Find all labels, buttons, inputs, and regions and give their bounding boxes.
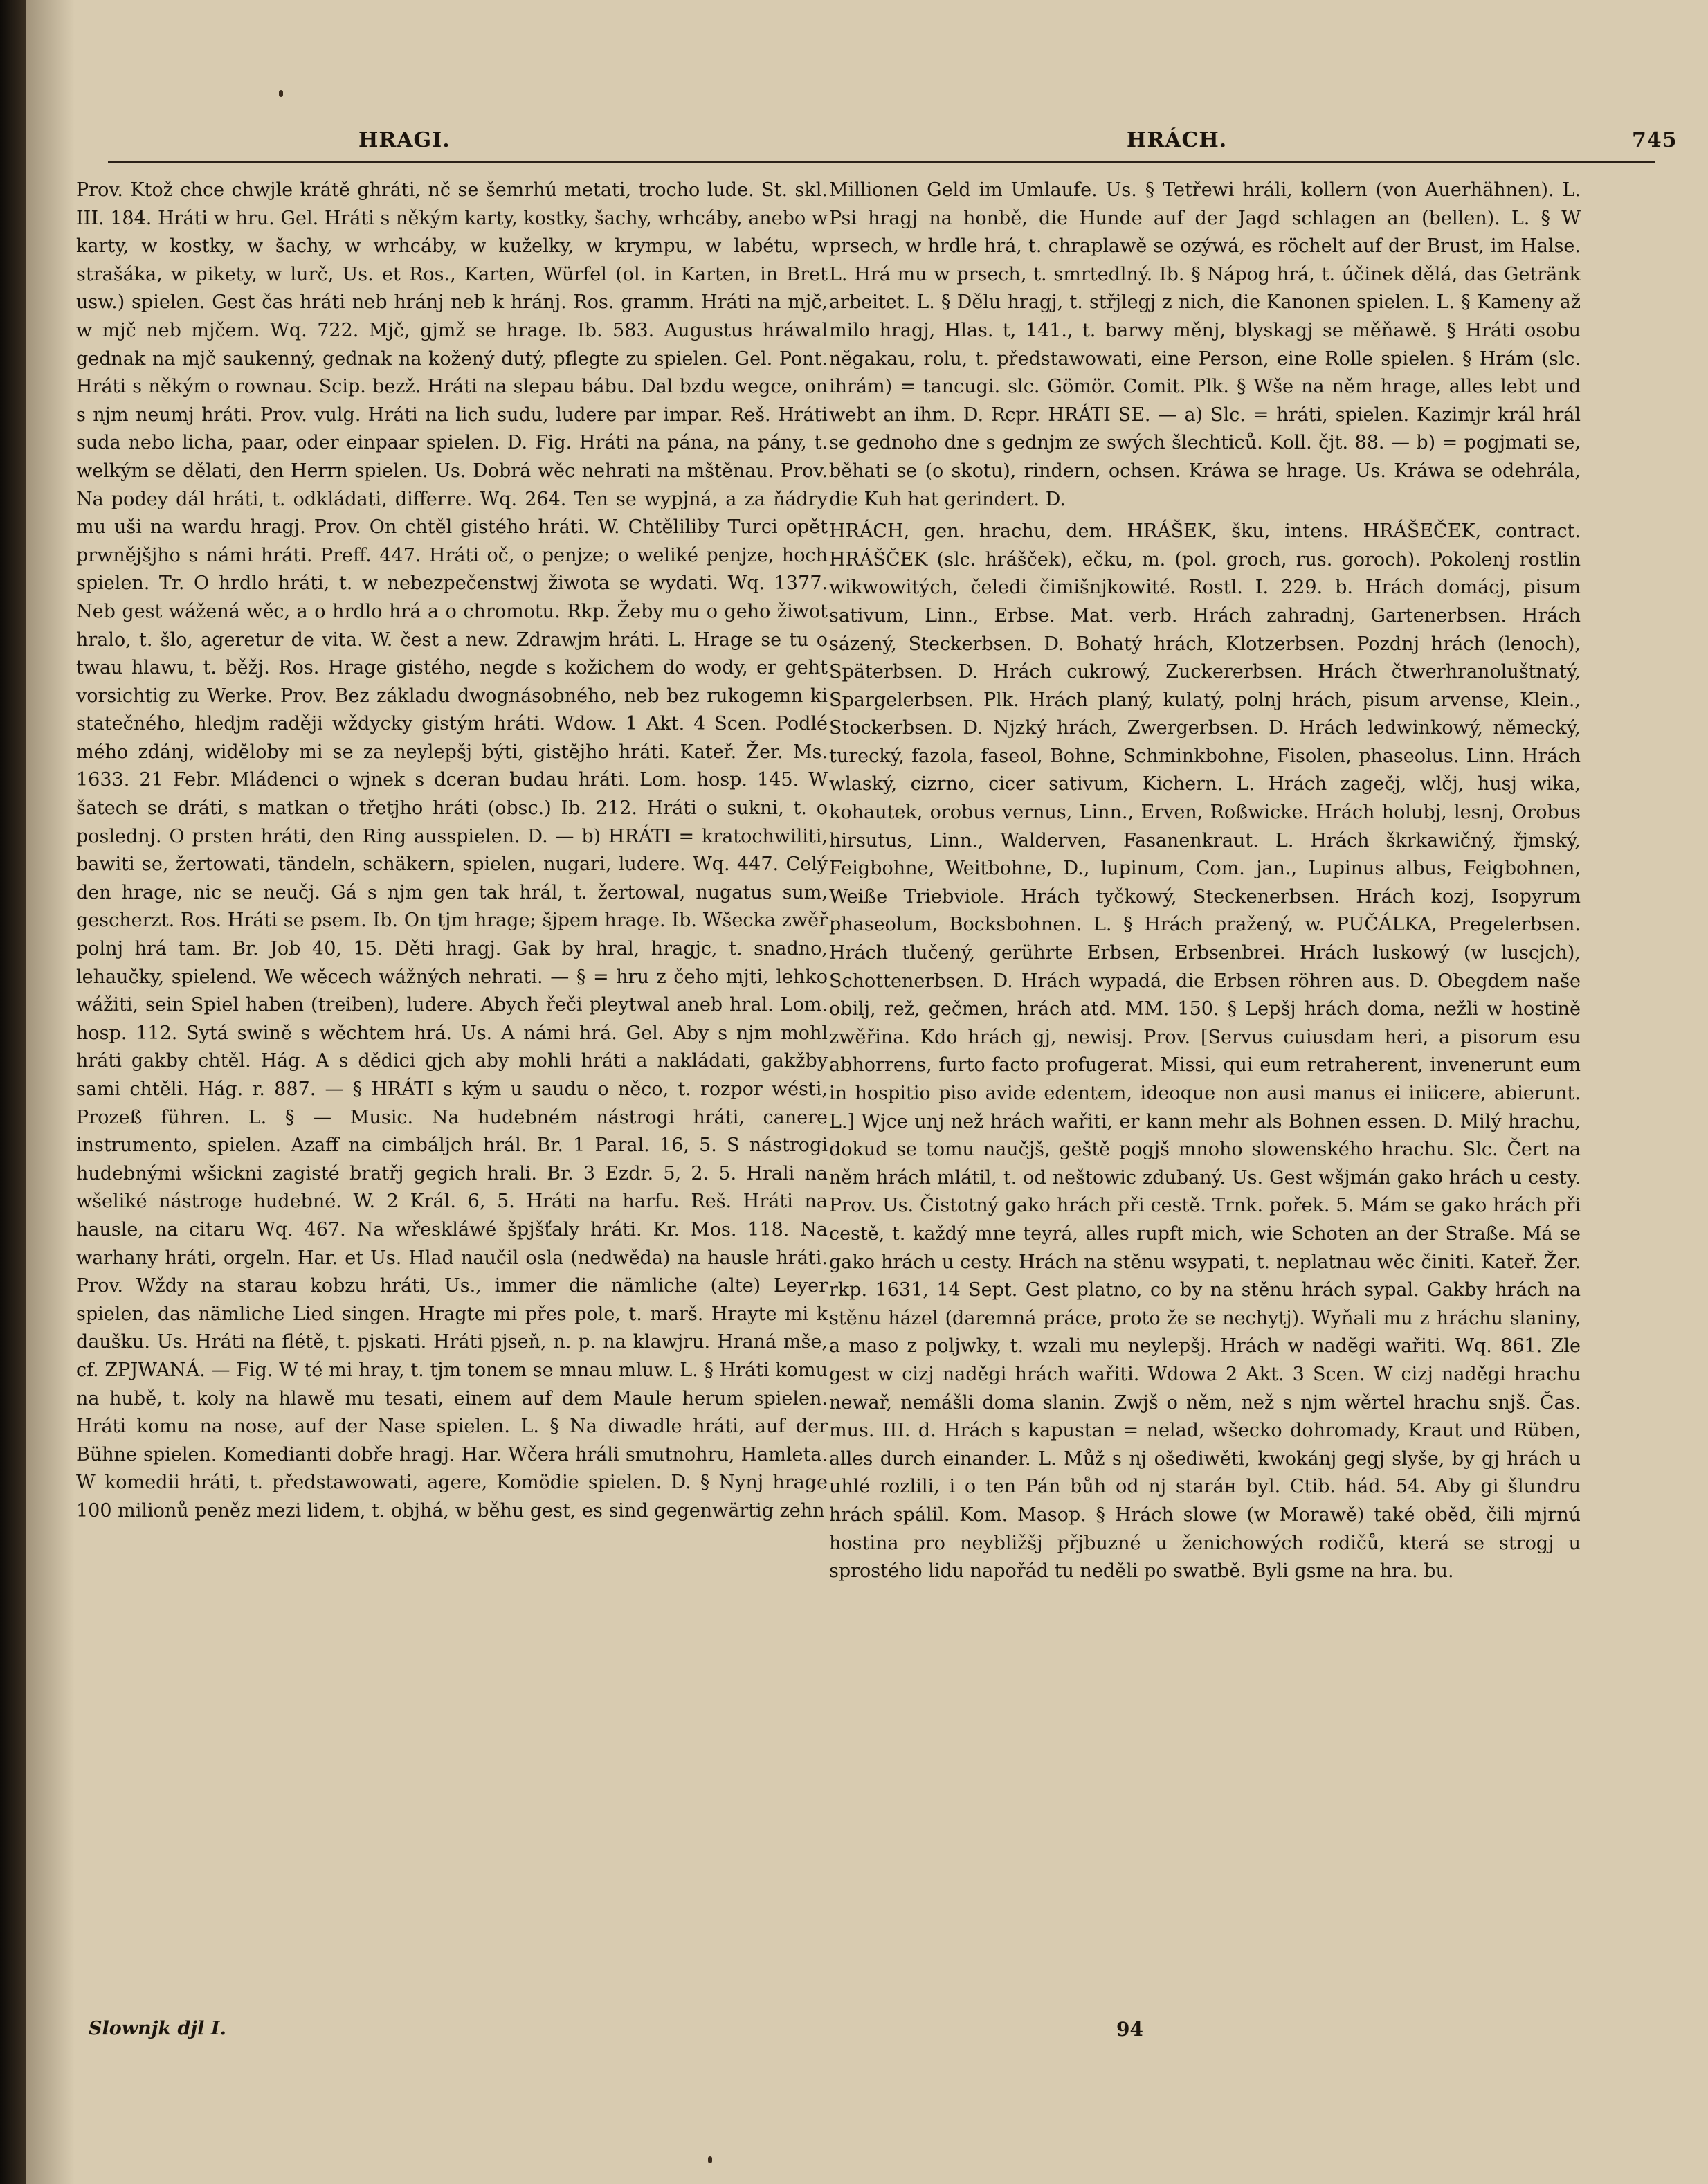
header-rule: [108, 161, 1655, 163]
running-header: [26, 128, 1708, 170]
book-binding-shadow: [0, 0, 26, 2184]
right-column-paragraph-2: HRÁCH, gen. hrachu, dem. HRÁŠEK, šku, intens. HRÁŠEČEK, contract. HRÁŠČEK (slc. hrášček), ečku, m. (pol. groch, rus. goroch). Pokolenj rostlin wikwowitých, čeledi čimišnjkowité. Rostl. I. 229. b. Hrách domácj, pisum sativum, Linn., Erbse. Mat. verb. Hrách zahradnj, Gartenerbsen. Hrách sázený, Steckerbsen. D. Bohatý hrách, Klotzerbsen. Pozdnj hrách (lenoch), Späterbsen. D. Hrách cukrowý, Zuckererbsen. Hrách čtwerhranoluštnatý, Spargelerbsen. Plk. Hrách planý, kulatý, polnj hrách, pisum arvense, Klein., Stockerbsen. D. Nјzký hrách, Zwergerbsen. D. Hrách ledwinkowý, německý, turecký, fazola, faseol, Bohne, Schminkbohne, Fisolen, phaseolus. Linn. Hrách wlaský, cizrno, cicer sativum, Kichern. L. Hrách zagečj, wlčj, husj wika, kohautek, orobus vernus, Linn., Erven, Roßwicke. Hrách holubj, lesnj, Orobus hirsutus, Linn., Walderven, Fasanenkraut. L. Hrách škrkawičný, řjmský, Feigbohne, Weitbohne, D., lupinum, Com. jan., Lupinus albus, Feigbohnen, Weiße Triebviole. Hrách tyčkowý, Steckenerbsen. Hrách kozj, Isopyrum phaseolum, Bocksbohnen. L. § Hrách pražený, w. PUČÁLKA, Pregelerbsen. Hrách tlučený, gerührte Erbsen, Erbsenbrei. Hrách luskowý (w luscjch), Schottenerbsen. D. Hrách wypadá, die Erbsen röhren aus. D. Obegdem naše obilj, rež, gečmen, hrách atd. MM. 150. § Lepšj hrách doma, nežli w hostině zwěřina. Kdo hrách gj, newisj. Prov. [Servus cuiusdam heri, a pisorum esu abhorrens, furto facto profugerat. Missi, qui eum retraherent, invenerunt eum in hospitio piso avide edentem, ideoque non ausi manus ei iniicere, abierunt. L.] Wjce unj než hrách wařiti, er kann mehr als Bohnen essen. D. Milý hrachu, dokud se tomu naučjš, geště pogjš mnoho slowenského hrachu. Slc. Čert na něm hrách mlátil, t. od neštowic zdubaný. Us. Gest wšjmán gako hrách u cesty. Prov. Us. Čistotný gako hrách při cestě. Trnk. pořek. 5. Mám se gako hrách při cestě, t. každý mne teyrá, alles rupft mich, wie Schoten an der Straße. Má se gako hrách u cesty. Hrách na stěnu wsypati, t. neplatnau wěc činiti. Kateř. Žer. rkp. 1631, 14 Sept. Gest platno, co by na stěnu hrách sypal. Gakby hrách na stěnu házel (daremná práce, proto že se nechytj). Wyňali mu z hráchu slaniny, a maso z poljwky, t. wzali mu neylepšj. Hrách w nadĕgi wařiti. Wq. 861. Zle gest w cizj naděgi hrách wařiti. Wdowa 2 Akt. 3 Scen. W cizj naděgi hrachu newař, nemášli doma slanin. Zwjš o něm, než s njm wěrtel hrachu snjš. Čas. mus. III. d. Hrách s kapustan = nelad, wšecko dohromady, Kraut und Rüben, alles durch einander. L. Můž s nj ošediwěti, kwokánj gegj slyše, by gj hrách u uhlé rozlili, i o ten Pán bůh od nj staráн byl. Ctib. hád. 54. Aby gi šlundru hrách spálil. Kom. Masop. § Hrách slowe (w Morawě) také oběd, čili mjrnú hostina pro neyblіžšj přjbuzné u ženichowých rodičů, která se strogj u sprostého lidu napořád tu neděli po swatbě. Byli gsme na hra. bu.: [829, 521, 1581, 1582]
page-footer: [26, 2018, 1708, 2052]
page-number: 745: [1632, 128, 1678, 152]
right-column-paragraph-1: Millionen Geld im Umlaufe. Us. § Tetřewi hráli, kollern (von Auerhähnen). L. Psi hragj na honbě, die Hunde auf der Jagd schlagen an (bellen). L. § W prsech, w hrdle hrá, t. chraplawě se ozýwá, es röchelt auf der Brust, im Halse. L. Hrá mu w prsech, t. smrtedlný. Ib. § Nápog hrá, t. účinek dělá, das Getränk arbeitet. L. § Dělu hragj, t. střjlegj z nich, die Kanonen spielen. L. § Kameny až milo hragj, Hlas. t, 141., t. barwy měnj, blyskagj se měňawě. § Hráti osobu nĕgakau, rolu, t. předstawowati, eine Person, eine Rolle spielen. § Hrám (slc. ihrám) = tancugi. slc. Gömör. Comit. Plk. § Wše na něm hrage, alles lebt und webt an ihm. D. Rcpr. HRÁTI SE. — a) Slc. = hráti, spielen. Kazimjr král hrál se gednoho dne s gednjm ze swých šlechticů. Koll. čjt. 88. — b) = pogjmati se, běhati se (o skotu), rindern, ochsen. Kráwa se hrage. Us. Kráwa se odehrála, die Kuh hat gerindert. D.: [829, 179, 1581, 510]
left-column: [76, 177, 828, 1997]
dictionary-page: [26, 0, 1708, 2184]
paper-speck: [708, 2156, 712, 2163]
right-column: [829, 177, 1581, 1997]
left-guide-word: HRAGI.: [358, 128, 451, 152]
sheet-number: 94: [1116, 2018, 1143, 2041]
signature-mark: Slownjk djl I.: [89, 2018, 226, 2039]
paper-speck: [279, 90, 283, 97]
right-guide-word: HRÁCH.: [1127, 128, 1228, 152]
left-column-text: Prov. Ktož chce chwjle krátě ghráti, nč se šemrhú metati, trocho lude. St. skl. III. 184. Hráti w hru. Gel. Hráti s někým karty, kostky, šachy, wrhcáby, anebo w karty, w kostky, w šachy, w wrhcáby, w kuželky, w krympu, w labétu, w strašáka, w pikety, w lurč, Us. et Ros., Karten, Würfel (ol. in Karten, in Bret usw.) spielen. Gest čas hráti neb hránj neb k hránj. Ros. gramm. Hráti na mjč, w mjč neb mjčem. Wq. 722. Mjč, gjmž se hrage. Ib. 583. Augustus hráwal gednak na mjč saukenný, gednak na kožený dutý, pflegte zu spielen. Gel. Pont. Hráti s někým o rownau. Scip. bezž. Hráti na slepau bábu. Dal bzdu wegce, on s njm neumj hráti. Prov. vulg. Hráti na lich sudu, ludere par impar. Reš. Hráti suda nebo licha, paar, oder einpaar spielen. D. Fig. Hráti na pána, na pány, t. welkým se dělati, den Herrn spielen. Us. Dobrá wěc nehrati na mštěnau. Prov. Na podey dál hráti, t. odkládati, differre. Wq. 264. Ten se wypjná, a za ňádry mu uši na wardu hragj. Prov. On chtěl gistého hráti. W. Chtěliliby Turci opět prwnějšjho s námi hráti. Preff. 447. Hráti oč, o penjze; o weliké penjze, hoch spielen. Tr. O hrdlo hráti, t. w nebezpečenstwj žiwota se wydati. Wq. 1377. Neb gest wážená wěc, a o hrdlo hrá a o chromotu. Rkp. Žeby mu o geho žiwot hralo, t. šlo, ageretur de vita. W. čest a new. Zdrawjm hráti. L. Hrage se tu o twau hlawu, t. běžj. Ros. Hrage gistého, negde s kožichem do wody, er geht vorsichtig zu Werke. Prov. Bez základu dwognásobného, neb bez rukogemn ki statečného, hledjm raději wždycky gistým hráti. Wdow. 1 Akt. 4 Scen. Podlé mého zdánj, widěloby mi se za neylepšj býti, gistějho hráti. Kateř. Žer. Ms. 1633. 21 Febr. Mládenci o wjnek s dceran budau hráti. Lom. hosp. 145. W šatech se dráti, s matkan o třetjho hráti (obsc.) Ib. 212. Hráti o sukni, t. o poslednj. O prsten hráti, den Ring ausspielen. D. — b) HRÁTI = kratochwiliti, bawiti se, žertowati, tändeln, schäkern, spielen, nugari, ludere. Wq. 447. Celý den hrage, nic se neučj. Gá s njm gen tak hrál, t. žertowal, nugatus sum, gescherzt. Ros. Hráti se psem. Ib. On tjm hrage; šjpem hrage. Ib. Wšecka zwěř polnj hrá tam. Br. Job 40, 15. Děti hragj. Gak by hral, hragjc, t. snadno, lehaučky, spielend. We wěcech wážných nehrati. — § = hru z čeho mjti, lehko wážiti, sein Spiel haben (treiben), ludere. Abych řeči pleytwal aneb hral. Lom. hosp. 112. Sytá swině s wěchtem hrá. Us. A námi hrá. Gel. Aby s njm mohl hráti gakby chtěl. Hág. A s dědici gjch aby mohli hráti a nakládati, gakžby sami chtěli. Hág. r. 887. — § HRÁTI s kým u saudu o něco, t. rozpor wésti, Prozeß führen. L. § — Music. Na hudebném nástrogi hráti, canere instrumento, spielen. Azaff na cimbáljch hrál. Br. 1 Paral. 16, 5. S nástrogi hudebnými wšickni zagisté bratřj gegich hrali. Br. 3 Ezdr. 5, 2. 5. Hrali na wšeliké nástroge hudebné. W. 2 Král. 6, 5. Hráti na harfu. Reš. Hráti na hausle, na citaru Wq. 467. Na wřeskláwé špjšťaly hráti. Kr. Mos. 118. Na warhany hráti, orgeln. Har. et Us. Hlad naučil osla (nedwěda) na hausle hráti. Prov. Wždy na starau kobzu hráti, Us., immer die nämliche (alte) Leyer spielen, das nämliche Lied singen. Hragte mi přes pole, t. marš. Hrayte mi k daušku. Us. Hráti na flétě, t. pjskati. Hráti pjseň, n. p. na klawjru. Hraná mše, cf. ZPJWANÁ. — Fig. W té mi hray, t. tjm tonem se mnau mluw. L. § Hráti komu na hubě, t. koly na hlawě mu tesati, einem auf dem Maule herum spielen. Hráti komu na nose, auf der Nase spielen. L. § Na diwadle hráti, auf der Bühne spielen. Komedianti dobře hragj. Har. Wčera hráli smutnohru, Hamleta. W komedii hráti, t. předstawowati, agere, Komödie spielen. D. § Nynj hrage 100 milionů peněz mezi lidem, t. objhá, w běhu gest, es sind gegenwärtig zehn: [76, 179, 828, 1522]
